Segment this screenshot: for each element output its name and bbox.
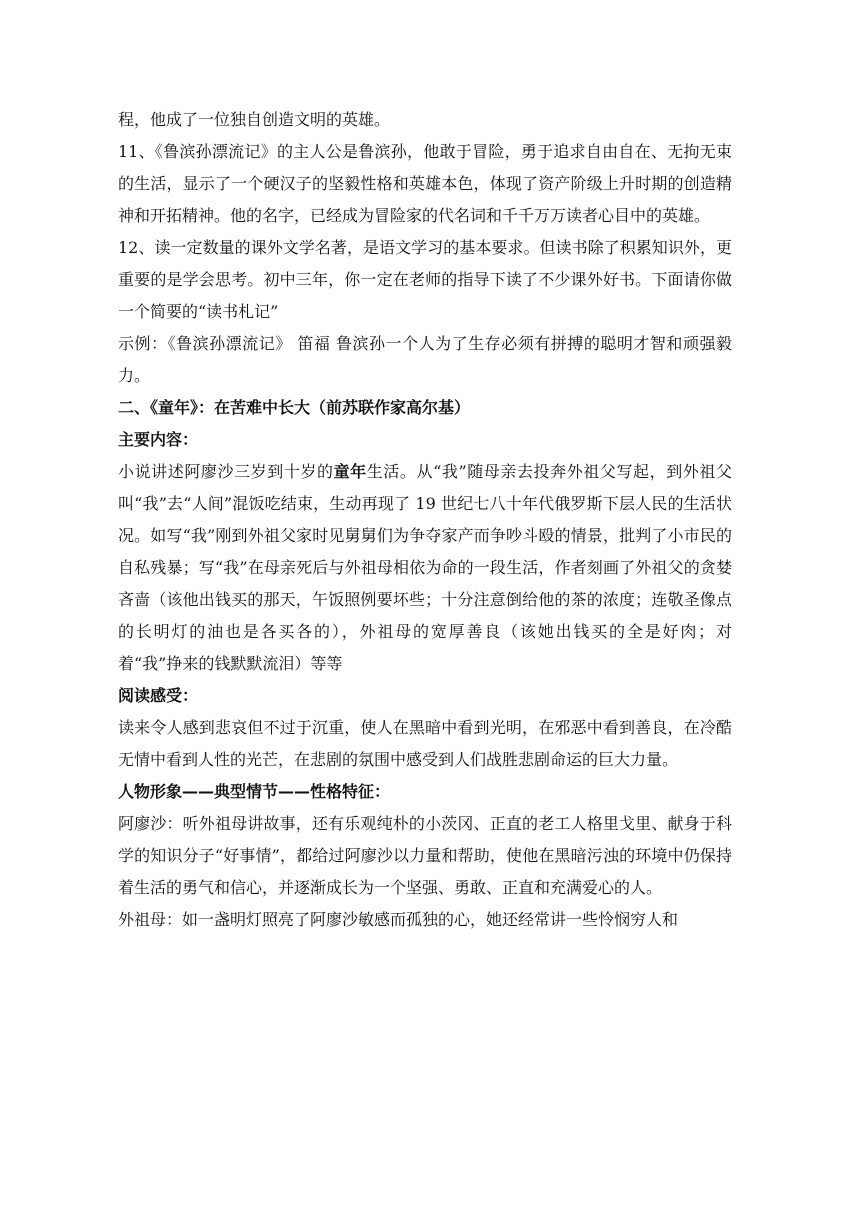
character-heading: 人物形象——典型情节——性格特征： [118, 782, 391, 801]
paragraph-example: 示例：《鲁滨孙漂流记》 笛福 鲁滨孙一个人为了生存必须有拼搏的聪明才智和顽强毅力。 [118, 334, 732, 385]
paragraph-item-11: 11、《鲁滨孙漂流记》的主人公是鲁滨孙，他敢于冒险，勇于追求自由自在、无拘无束的生活，显示了一个硬汉子的坚毅性格和英雄本色，体现了资产阶级上升时期的创造精神和开拓精神。他的名字，已经成为冒险家的代名词和千千万万读者心目中的英雄。 [118, 142, 732, 225]
summary-paragraph [118, 456, 732, 680]
summary-text-before: 小说讲述阿廖沙三岁到十岁的 [118, 462, 334, 481]
reading-feeling-heading: 阅读感受： [118, 686, 199, 705]
main-content-heading: 主要内容： [118, 430, 199, 449]
grandmother-paragraph: 外祖母：如一盏明灯照亮了阿廖沙敏感而孤独的心，她还经常讲一些怜悯穷人和 [118, 910, 679, 929]
summary-text-after: 生活。从“我”随母亲去投奔外祖父写起，到外祖父叫“我”去“人间”混饭吃结束，生动再现了 19 世纪七八十年代俄罗斯下层人民的生活状况。如写“我”刚到外祖父家时见舅舅们为争夺家产而争吵斗殴的情景，批判了小市民的自私残暴；写“我”在母亲死后与外祖母相依为命的一段生活，作者刻画了外祖父的贪婪吝啬（该他出钱买的那天，午饭照例要坏些；十分注意倒给他的茶的浓度；连敬圣像点的长明灯的油也是各买各的），外祖母的宽厚善良（该她出钱买的全是好肉；对着“我”挣来的钱默默流泪）等等 [118, 462, 732, 673]
paragraph-item-12: 12、读一定数量的课外文学名著，是语文学习的基本要求。但读书除了积累知识外，更重要的是学会思考。初中三年，你一定在老师的指导下读了不少课外好书。下面请你做一个简要的“读书札记” [118, 238, 732, 321]
paragraph-continuation: 程，他成了一位独自创造文明的英雄。 [118, 110, 391, 129]
reading-feeling-paragraph: 读来令人感到悲哀但不过于沉重，使人在黑暗中看到光明，在邪恶中看到善良，在冷酷无情中看到人性的光芒，在悲剧的氛围中感受到人们战胜悲剧命运的巨大力量。 [118, 718, 732, 769]
summary-bold-term: 童年 [333, 462, 367, 481]
section-heading-childhood: 二、《童年》：在苦难中长大（前苏联作家高尔基） [118, 398, 471, 417]
document-page [118, 104, 732, 936]
aliosha-paragraph: 阿廖沙：听外祖母讲故事，还有乐观纯朴的小茨冈、正直的老工人格里戈里、献身于科学的知识分子“好事情”，都给过阿廖沙以力量和帮助，使他在黑暗污浊的环境中仍保持着生活的勇气和信心，并逐渐成长为一个坚强、勇敢、正直和充满爱心的人。 [118, 814, 732, 897]
